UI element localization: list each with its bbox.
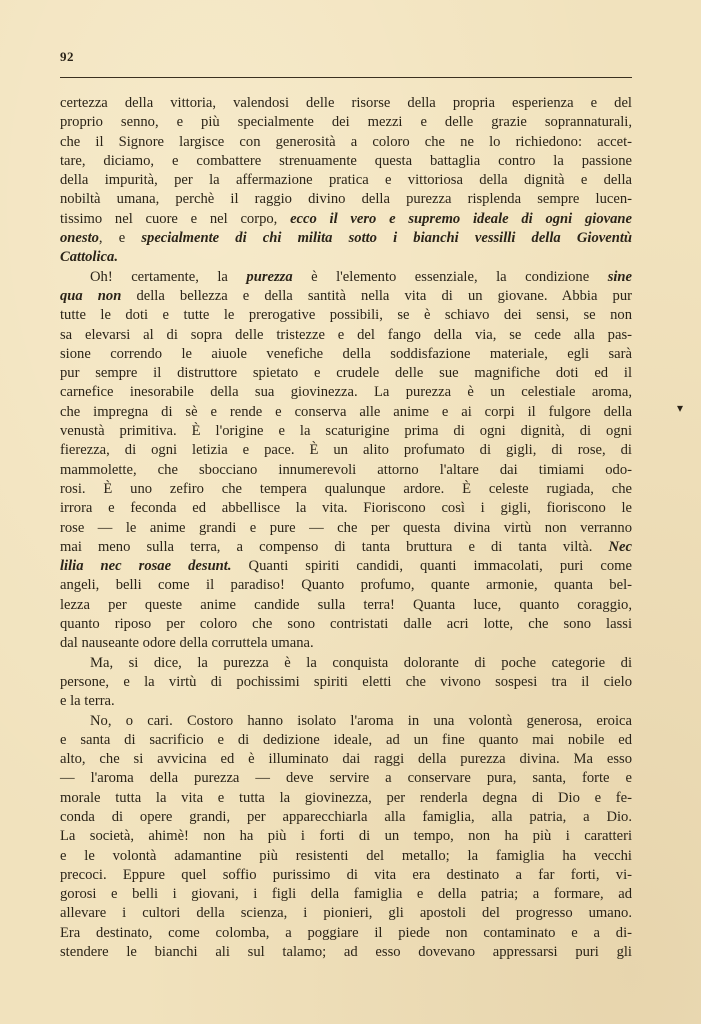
text-line (60, 210, 632, 229)
margin-mark-icon: ▾ (677, 401, 684, 415)
text-line (60, 441, 632, 460)
text-span: della impurità, per la affermazione pratica e vittoriosa della dignità e della (60, 172, 632, 189)
text-line (60, 345, 632, 364)
text-span: è l'elemento essenziale, la condizione (292, 268, 608, 285)
text-span: venustà primitiva. È l'origine e la scaturigine prima di ogni dignità, di ogni (60, 423, 632, 440)
text-span: angeli, belli come il paradiso! Quanto profumo, quante armonie, quanta bel- (60, 577, 632, 594)
text-span: Oh! certamente, la (90, 268, 247, 285)
text-span: fierezza, di ogni letizia e pace. È un alito profumato di gigli, di rose, di (60, 442, 632, 459)
text-span: mai meno sulla terra, a compenso di tanta bruttura e di tanta viltà. (60, 538, 609, 555)
text-span: allevare i cultori della scienza, i pionieri, gli apostoli del progresso umano. (60, 905, 632, 922)
text-span: alto, che si avvicina ed è illuminato dai raggi della purezza divina. Ma esso (60, 751, 632, 768)
text-span: sione correndo le aiuole venefiche della soddisfazione materiale, egli sarà (60, 345, 632, 362)
text-line (60, 171, 632, 190)
text-span: dal nauseante odore della corruttela umana. (60, 635, 314, 652)
text-line (60, 326, 632, 345)
text-line (60, 808, 632, 827)
text-line (60, 634, 632, 653)
text-line (60, 866, 632, 885)
text-span: che impregna di sè e rende e conserva alle anime e ai corpi il fulgore della (60, 403, 632, 420)
text-span: Ma, si dice, la purezza è la conquista dolorante di poche categorie di (90, 654, 632, 671)
text-line (60, 133, 632, 152)
text-line (60, 248, 632, 267)
text-span: e le volontà adamantine più resistenti del metallo; la famiglia ha vecchi (60, 847, 632, 864)
text-span: morale tutta la vita e tutta la giovinezza, per renderla degna di Dio e fe- (60, 789, 632, 806)
text-span: gorosi e belli i giovani, i figli della famiglia e della patria; a formare, ad (60, 886, 632, 903)
text-span: che il Signore largisce con generosità a coloro che ne lo richiedono: accet- (60, 133, 632, 150)
text-line (60, 364, 632, 383)
text-line (60, 152, 632, 171)
text-line (60, 615, 632, 634)
text-line (60, 576, 632, 595)
text-line (60, 229, 632, 248)
italic-span: purezza (246, 268, 293, 285)
text-span: rose — le anime grandi e pure — che per questa divina virtù non verranno (60, 519, 632, 536)
text-line (60, 403, 632, 422)
text-span: stendere le bianchi ali sul talamo; ad esso dovevano appressarsi puri gli (60, 944, 632, 961)
text-span: della bellezza e della santità nella vita di un giovane. Abbia pur (121, 287, 632, 304)
text-span: conda di opere grandi, per apparecchiarla alla famiglia, alla patria, a Dio. (60, 808, 632, 825)
text-span: quanto riposo per coloro che sono contristati dalle acri lotte, che sono lassi (60, 616, 632, 633)
text-line (60, 461, 632, 480)
text-line (60, 190, 632, 209)
italic-span: specialmente di chi milita sotto i bianchi vessilli della Gioventù (141, 230, 632, 247)
text-span: Quanti spiriti candidi, quanti immacolati, puri come (231, 558, 632, 575)
italic-span: ecco il vero e supremo ideale di ogni giovane (290, 210, 632, 227)
text-line (60, 499, 632, 518)
italic-span: sine (607, 268, 633, 285)
text-line (60, 538, 632, 557)
text-line (60, 94, 632, 113)
text-span: carnefice inesorabile della sua giovinezza. La purezza è un celestiale aroma, (60, 384, 632, 401)
text-line (60, 750, 632, 769)
text-span: proprio senno, e più specialmente dei mezzi e delle grazie soprannaturali, (60, 114, 632, 131)
text-line (60, 827, 632, 846)
italic-span: qua non (60, 287, 122, 304)
italic-span: Nec (608, 538, 632, 555)
text-span: irrora e feconda ed abbellisce la vita. Fioriscono così i gigli, fioriscono le (60, 500, 632, 517)
italic-span: onesto (60, 230, 99, 247)
text-line (60, 712, 632, 731)
text-line (60, 480, 632, 499)
text-span: — l'aroma della purezza — deve servire a conservare pura, santa, forte e (60, 770, 632, 787)
text-line (60, 519, 632, 538)
text-span: lezza per queste anime candide sulla terra! Quanta luce, quanto coraggio, (60, 596, 632, 613)
text-line (60, 596, 632, 615)
text-span: sa elevarsi al di sopra delle tristezze e del fango della via, se cede alla pas- (60, 326, 632, 343)
text-span: rosi. È uno zefiro che tempera qualunque ardore. È celeste rugiada, che (60, 480, 632, 497)
text-span: tissimo nel cuore e nel corpo, (60, 210, 291, 227)
text-span: precoci. Eppure quel soffio purissimo di vita era destinato a far forti, vi- (60, 866, 632, 883)
text-line (60, 904, 632, 923)
text-line (60, 383, 632, 402)
text-line (60, 422, 632, 441)
text-line (60, 924, 632, 943)
text-span: pur sempre il distruttore spietato e crudele delle sue magnifiche doti ed il (60, 365, 632, 382)
text-line (60, 789, 632, 808)
text-span: Era destinato, come colomba, a poggiare il piede non contaminato e a di- (60, 924, 632, 941)
text-span: mammolette, che sbocciano innumerevoli attorno l'altare dai timiami odo- (60, 461, 632, 478)
text-span: certezza della vittoria, valendosi delle risorse della propria esperienza e del (60, 95, 632, 111)
text-line (60, 673, 632, 692)
text-line (60, 731, 632, 750)
text-span: e santa di sacrificio e di dedizione ideale, ad un fine quanto mai nobile ed (60, 731, 632, 748)
text-span: No, o cari. Costoro hanno isolato l'aroma in una volontà generosa, eroica (90, 712, 632, 729)
header-rule (60, 77, 632, 78)
text-line (60, 113, 632, 132)
body-text (60, 94, 632, 962)
text-line (60, 268, 632, 287)
text-span: e la terra. (60, 693, 115, 710)
text-line (60, 654, 632, 673)
text-line (60, 306, 632, 325)
text-span: tutte le doti e tutte le prerogative possibili, se è schiavo dei sensi, se non (60, 307, 632, 324)
text-span: tare, diciamo, e combattere strenuamente questa battaglia contro la passione (60, 152, 632, 169)
italic-span: Cattolica. (60, 249, 118, 266)
text-span: persone, e la virtù di pochissimi spiriti eletti che vivono sospesi tra il cielo (60, 673, 632, 690)
text-line (60, 557, 632, 576)
text-span: nobiltà umana, perchè il raggio divino della purezza risplenda sempre lucen- (60, 191, 632, 208)
text-line (60, 769, 632, 788)
text-span: , e (98, 230, 142, 247)
page-number: 92 (60, 49, 74, 64)
italic-span: lilia nec rosae desunt. (60, 558, 232, 575)
text-line (60, 847, 632, 866)
text-line (60, 287, 632, 306)
text-line (60, 943, 632, 962)
text-line (60, 885, 632, 904)
text-line (60, 692, 632, 711)
text-span: La società, ahimè! non ha più i forti di un tempo, non ha più i caratteri (60, 828, 632, 845)
